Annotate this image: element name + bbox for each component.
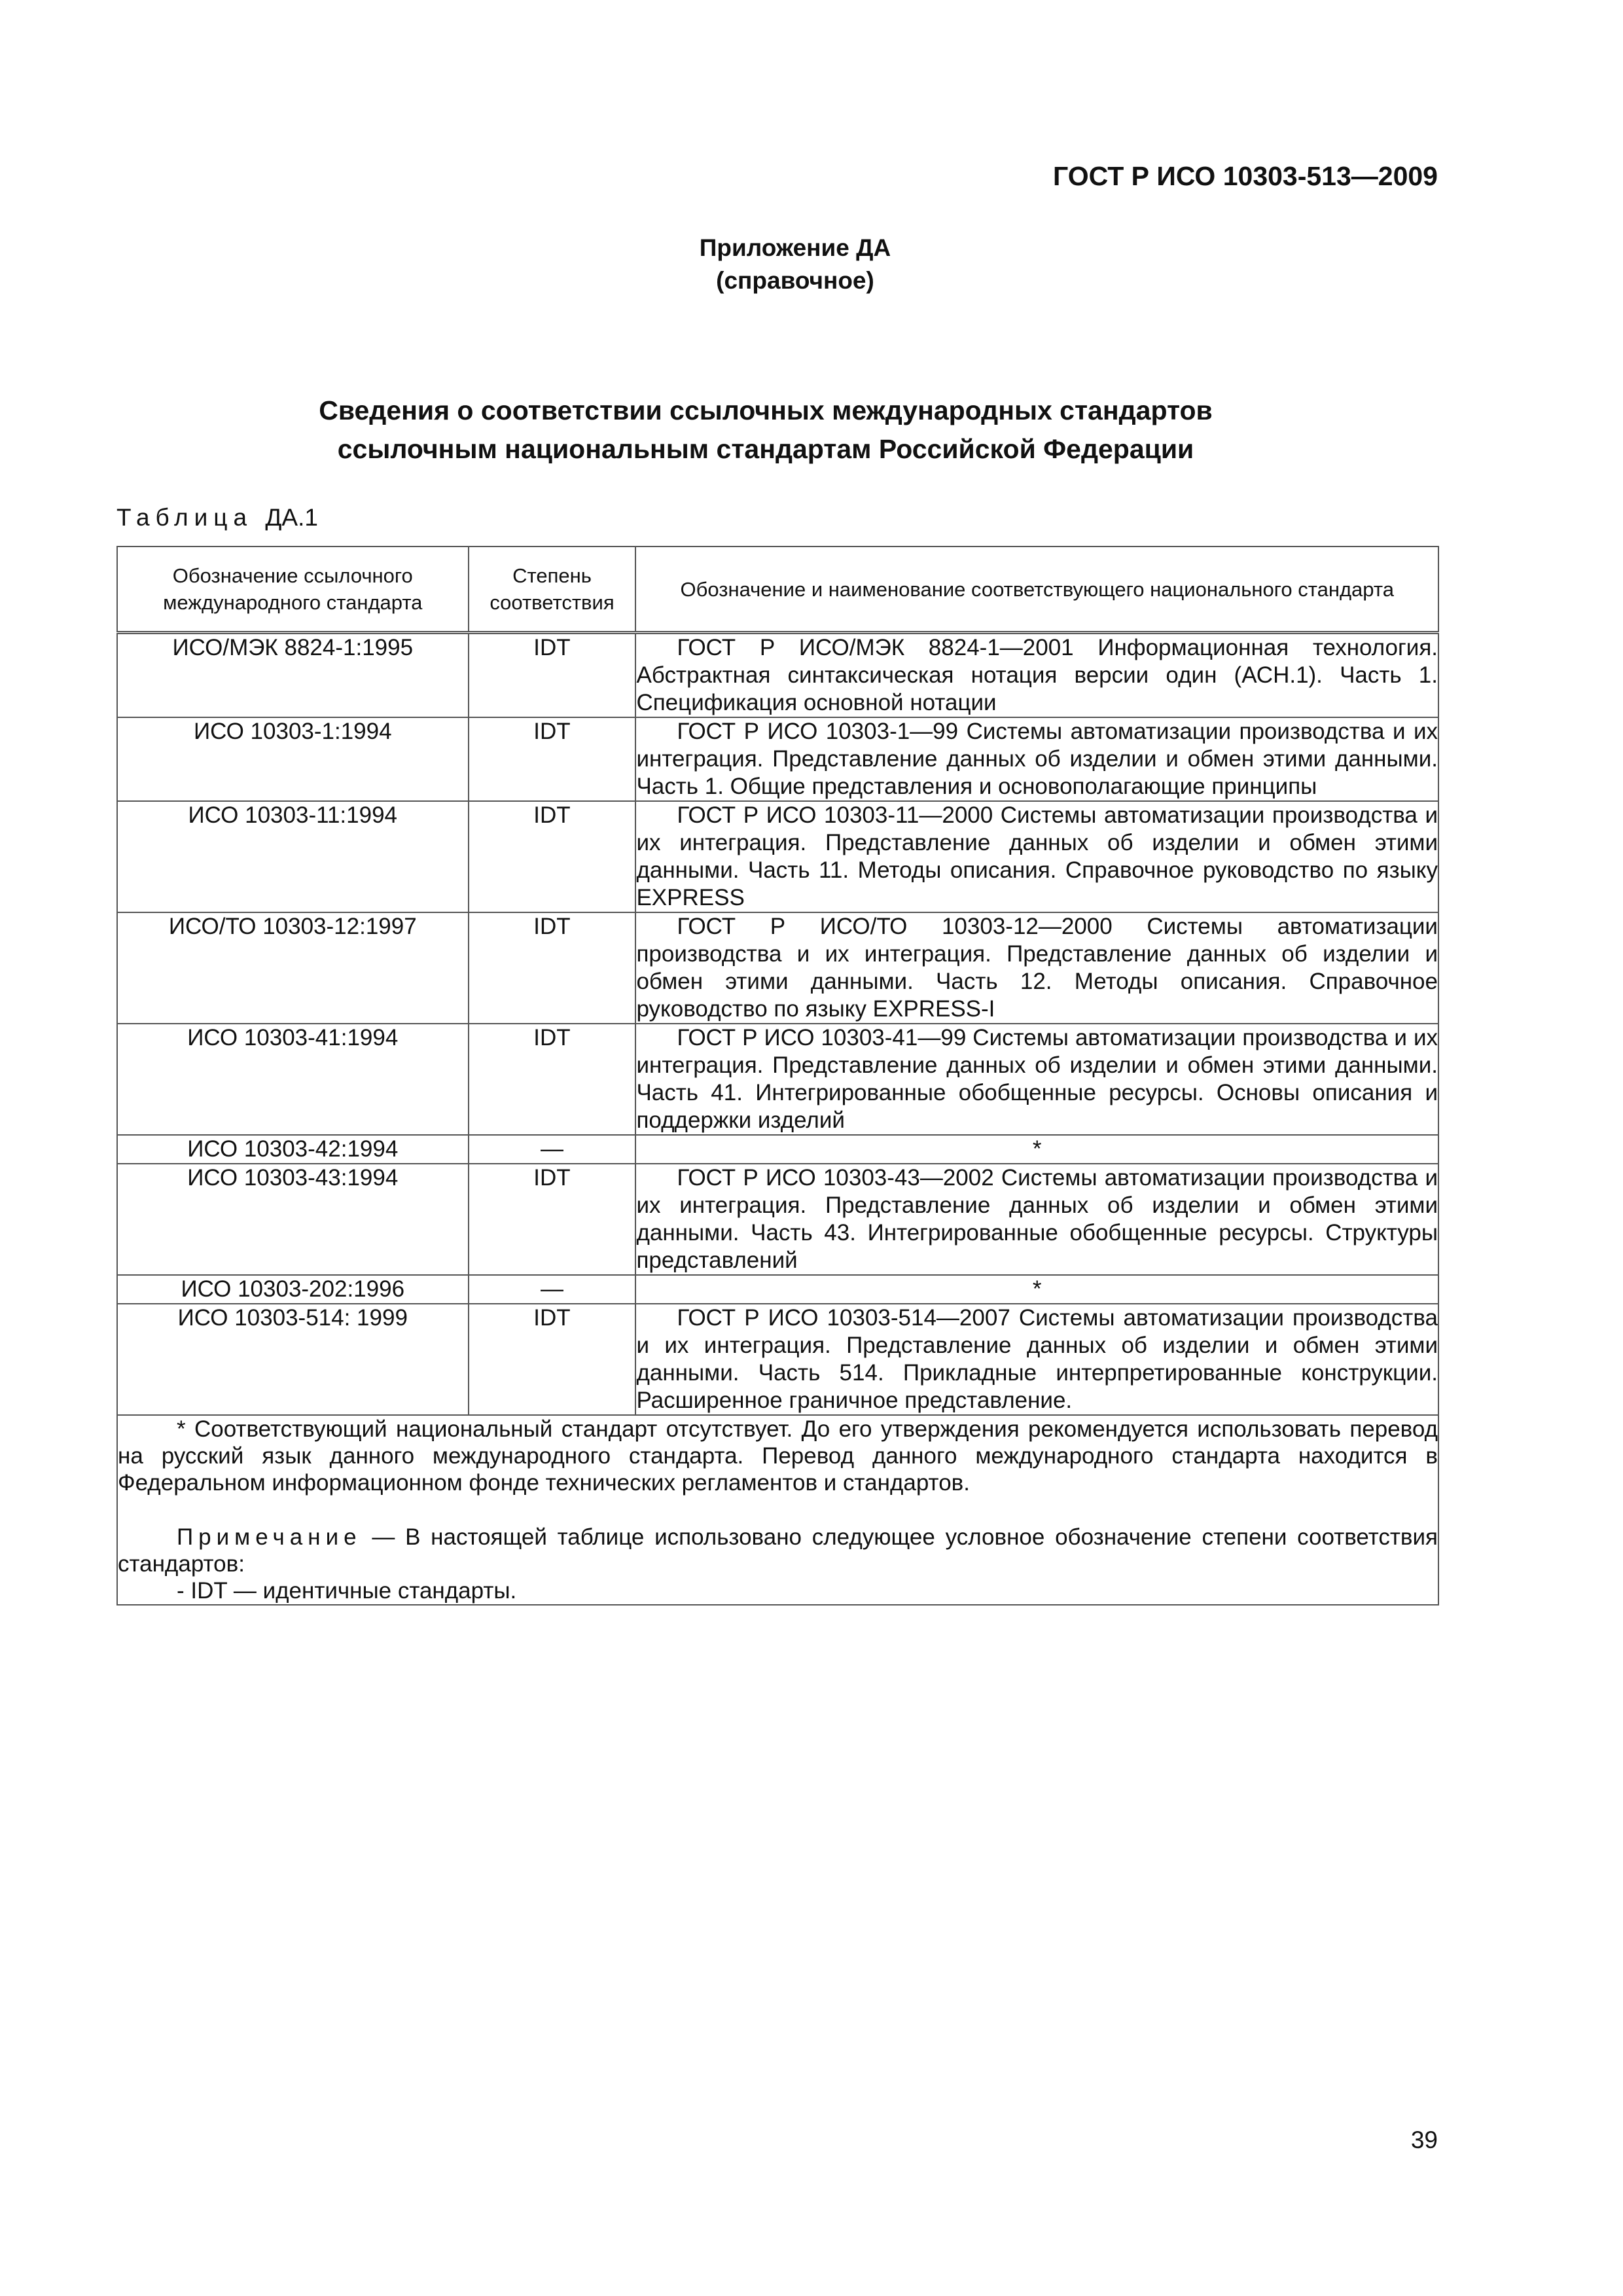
table-row — [117, 912, 1438, 1024]
intl-standard-cell: ИСО 10303-42:1994 — [117, 1135, 469, 1164]
degree-cell: IDT — [469, 717, 636, 801]
intl-standard-cell: ИСО 10303-202:1996 — [117, 1275, 469, 1304]
national-standard-cell: * — [635, 1275, 1438, 1304]
standards-table — [116, 546, 1439, 1605]
table-row — [117, 1135, 1438, 1164]
degree-cell: IDT — [469, 1164, 636, 1275]
intl-standard-cell: ИСО 10303-514: 1999 — [117, 1304, 469, 1415]
table-row — [117, 1024, 1438, 1135]
header-intl-standard: Обозначение ссылочного международного стандарта — [117, 547, 469, 633]
table-footnote-row — [117, 1415, 1438, 1605]
note-label: Примечание — [177, 1524, 362, 1550]
footnote-text: * Соответствующий национальный стандарт отсутствует. До его утверждения рекомендуется использовать перевод на русский язык данного международного стандарта. Перевод данного международного стандарта находится в Федеральном информационном фонде технических регламентов и стандартов. — [118, 1416, 1438, 1496]
degree-cell: IDT — [469, 1024, 636, 1135]
national-standard-cell — [635, 1164, 1438, 1275]
intl-standard-cell: ИСО 10303-43:1994 — [117, 1164, 469, 1275]
table-row — [117, 633, 1438, 718]
title-line-1: Сведения о соответствии ссылочных международных стандартов — [319, 395, 1213, 425]
table-row — [117, 1164, 1438, 1275]
table-row — [117, 1275, 1438, 1304]
note-item: - IDT — идентичные стандарты. — [177, 1578, 517, 1604]
table-header-row — [117, 547, 1438, 633]
header-degree: Степень соответствия — [469, 547, 636, 633]
table-body — [117, 633, 1438, 1416]
national-standard-cell — [635, 633, 1438, 718]
table-row — [117, 717, 1438, 801]
appendix-label: Приложение ДА — [699, 234, 891, 261]
page-number: 39 — [1410, 2126, 1438, 2153]
header-national-standard: Обозначение и наименование соответствующего национального стандарта — [635, 547, 1438, 633]
note-paragraph — [118, 1524, 1438, 1577]
degree-cell: IDT — [469, 1304, 636, 1415]
table-caption-word: Таблица — [116, 504, 253, 531]
degree-cell: — — [469, 1135, 636, 1164]
table-caption — [116, 504, 318, 531]
appendix-type: (справочное) — [716, 267, 874, 294]
intl-standard-cell: ИСО/ТО 10303-12:1997 — [117, 912, 469, 1024]
table-row — [117, 1304, 1438, 1415]
title-line-2: ссылочным национальным стандартам Российской Федерации — [337, 434, 1194, 464]
document-title — [0, 391, 1623, 469]
degree-cell: IDT — [469, 912, 636, 1024]
national-standard-text: ГОСТ Р ИСО 10303-43—2002 Системы автоматизации производства и их интеграция. Представление данных об изделии и обмен этими данными. Часть 43. Интегрированные обобщенные ресурсы. Структуры представлений — [636, 1165, 1438, 1273]
intl-standard-cell: ИСО 10303-11:1994 — [117, 801, 469, 912]
national-standard-text: ГОСТ Р ИСО 10303-11—2000 Системы автоматизации производства и их интеграция. Представление данных об изделии и обмен этими данными. Часть 11. Методы описания. Справочное руководство по языку EXPRESS — [636, 802, 1438, 910]
degree-cell: — — [469, 1275, 636, 1304]
intl-standard-cell: ИСО/МЭК 8824-1:1995 — [117, 633, 469, 718]
document-code: ГОСТ Р ИСО 10303-513—2009 — [1053, 161, 1438, 191]
national-standard-cell: * — [635, 1135, 1438, 1164]
national-standard-cell — [635, 912, 1438, 1024]
appendix-heading — [0, 232, 1623, 297]
national-standard-cell — [635, 1024, 1438, 1135]
national-standard-cell — [635, 801, 1438, 912]
table-footnote-cell — [117, 1415, 1438, 1605]
national-standard-text: ГОСТ Р ИСО 10303-514—2007 Системы автоматизации производства и их интеграция. Представление данных об изделии и обмен этими данными. Часть 514. Прикладные интерпретированные конструкции. Расширенное граничное представление. — [636, 1305, 1438, 1413]
table-row — [117, 801, 1438, 912]
national-standard-cell — [635, 717, 1438, 801]
national-standard-text: ГОСТ Р ИСО 10303-1—99 Системы автоматизации производства и их интеграция. Представление данных об изделии и обмен этими данными. Часть 1. Общие представления и основополагающие принципы — [636, 719, 1438, 799]
table-caption-number: ДА.1 — [265, 504, 318, 531]
national-standard-text: ГОСТ Р ИСО/МЭК 8824-1—2001 Информационная технология. Абстрактная синтаксическая нотация версии один (АСН.1). Часть 1. Спецификация основной нотации — [636, 635, 1438, 715]
intl-standard-cell: ИСО 10303-41:1994 — [117, 1024, 469, 1135]
degree-cell: IDT — [469, 633, 636, 718]
national-standard-text: ГОСТ Р ИСО/ТО 10303-12—2000 Системы автоматизации производства и их интеграция. Представление данных об изделии и обмен этими данными. Часть 12. Методы описания. Справочное руководство по языку EXPRESS-I — [636, 914, 1438, 1022]
intl-standard-cell: ИСО 10303-1:1994 — [117, 717, 469, 801]
degree-cell: IDT — [469, 801, 636, 912]
national-standard-cell — [635, 1304, 1438, 1415]
national-standard-text: ГОСТ Р ИСО 10303-41—99 Системы автоматизации производства и их интеграция. Представление данных об изделии и обмен этими данными. Часть 41. Интегрированные обобщенные ресурсы. Основы описания и поддержки изделий — [636, 1025, 1438, 1133]
note-text: — В настоящей таблице использовано следующее условное обозначение степени соответствия стандартов: — [118, 1524, 1438, 1577]
